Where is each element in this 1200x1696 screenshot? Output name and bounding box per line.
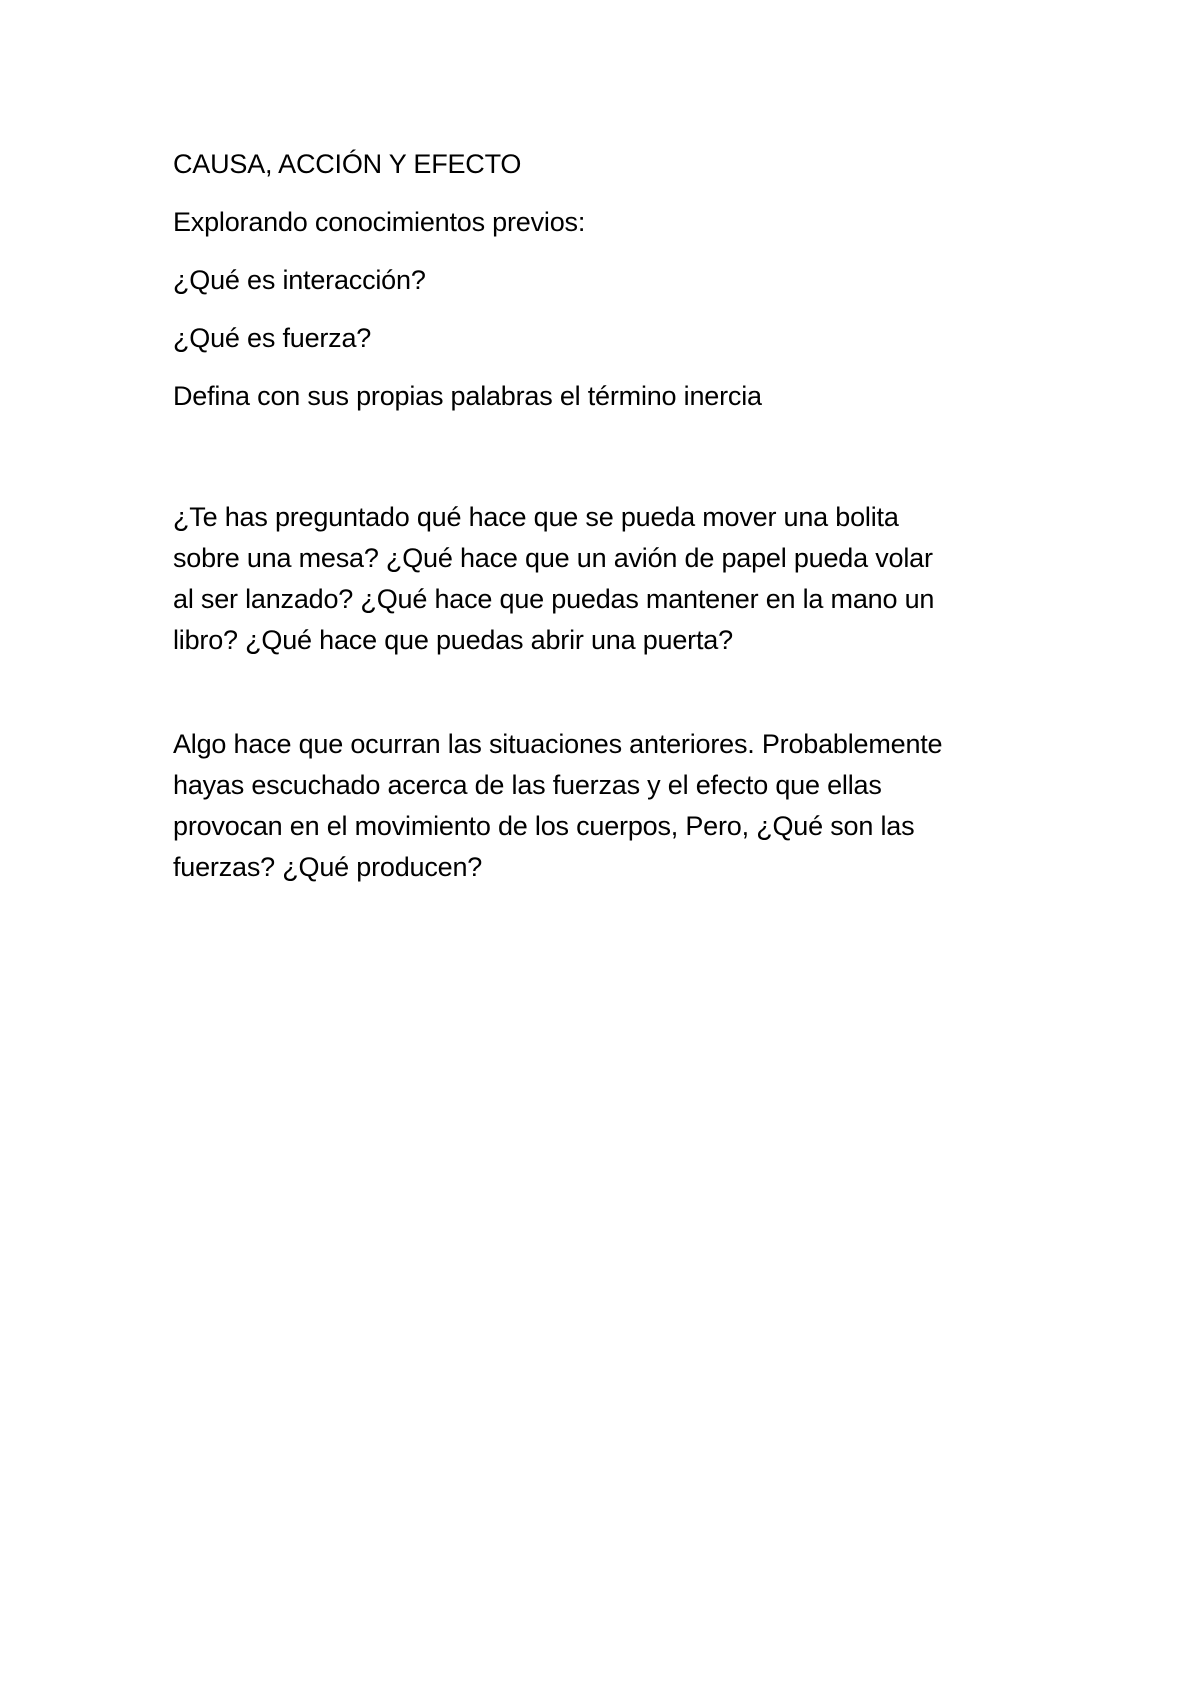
paragraph-line: ¿Te has preguntado qué hace que se pueda mover una bolita [173,502,899,532]
paragraph-line: hayas escuchado acerca de las fuerzas y el efecto que ellas [173,770,882,800]
paragraph-line: fuerzas? ¿Qué producen? [173,852,483,882]
paragraph-line: provocan en el movimiento de los cuerpos, Pero, ¿Qué son las [173,811,915,841]
document-title: CAUSA, ACCIÓN Y EFECTO [173,149,522,179]
section-spacer [173,661,1053,724]
section-spacer [173,434,1053,497]
paragraph-line: libro? ¿Qué hace que puedas abrir una puerta? [173,625,733,655]
paragraph-line: sobre una mesa? ¿Qué hace que un avión de papel pueda volar [173,543,933,573]
paragraph-line: al ser lanzado? ¿Qué hace que puedas mantener en la mano un [173,584,935,614]
paragraph-line: Algo hace que ocurran las situaciones anteriores. Probablemente [173,729,943,759]
paragraph-questions [173,497,1053,661]
question-inertia: Defina con sus propias palabras el término inercia [173,381,762,411]
paragraph-forces [173,724,1053,888]
question-force: ¿Qué es fuerza? [173,323,372,353]
question-interaction: ¿Qué es interacción? [173,265,426,295]
document-content [173,144,1053,888]
intro-heading: Explorando conocimientos previos: [173,207,586,237]
